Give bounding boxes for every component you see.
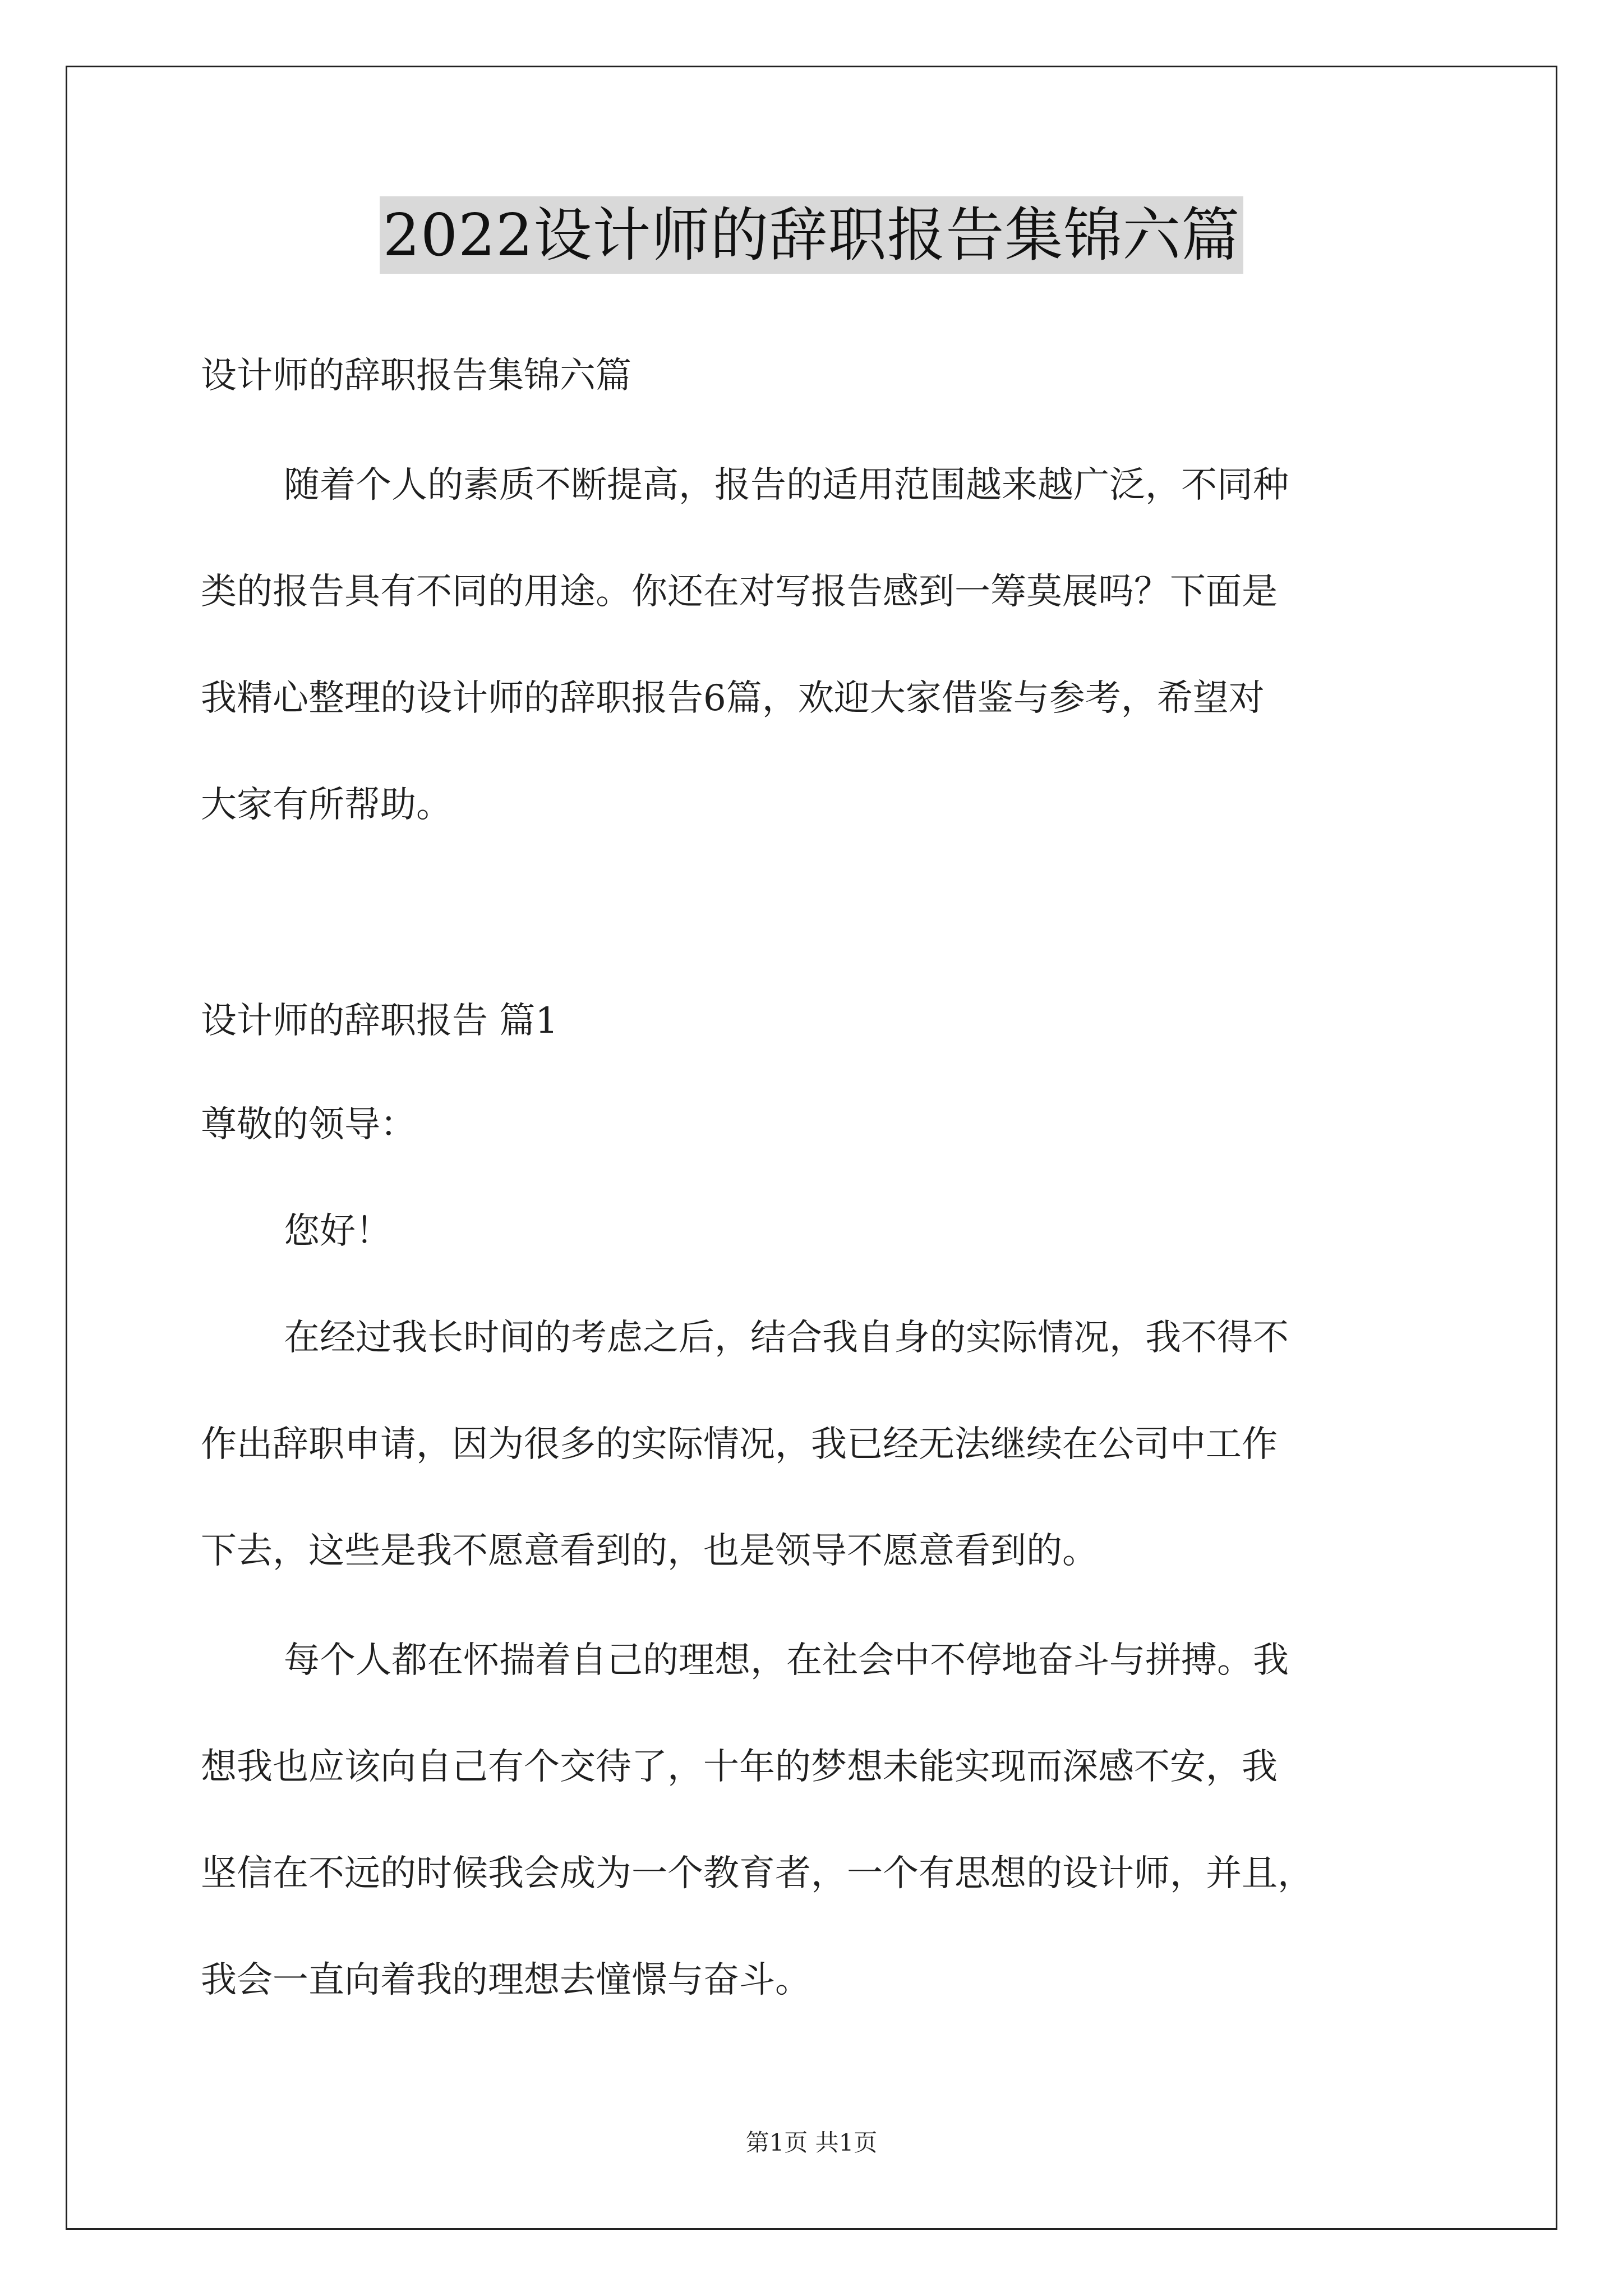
intro-line-4: 大家有所帮助。 <box>201 784 452 826</box>
paragraph-1-line-3: 下去，这些是我不愿意看到的，也是领导不愿意看到的。 <box>201 1530 1098 1572</box>
document-title: 2022设计师的辞职报告集锦六篇 <box>380 196 1244 274</box>
page-footer: 第1页 共1页 <box>745 2129 878 2156</box>
document-subtitle: 设计师的辞职报告集锦六篇 <box>201 355 631 397</box>
paragraph-2-line-1: 每个人都在怀揣着自己的理想，在社会中不停地奋斗与拼搏。我 <box>284 1640 1289 1681</box>
greeting: 您好！ <box>284 1211 391 1252</box>
title-container <box>0 196 1623 274</box>
paragraph-2-line-3: 坚信在不远的时候我会成为一个教育者，一个有思想的设计师，并且， <box>201 1853 1313 1894</box>
section-heading: 设计师的辞职报告 篇1 <box>201 1000 559 1042</box>
paragraph-1-line-2: 作出辞职申请，因为很多的实际情况，我已经无法继续在公司中工作 <box>201 1424 1278 1465</box>
intro-line-1: 随着个人的素质不断提高，报告的适用范围越来越广泛，不同种 <box>284 464 1289 506</box>
paragraph-2-line-2: 想我也应该向自己有个交待了，十年的梦想未能实现而深感不安，我 <box>201 1746 1278 1788</box>
salutation: 尊敬的领导： <box>201 1104 416 1145</box>
paragraph-2-line-4: 我会一直向着我的理想去憧憬与奋斗。 <box>201 1959 811 2001</box>
intro-line-2: 类的报告具有不同的用途。你还在对写报告感到一筹莫展吗？下面是 <box>201 571 1278 613</box>
intro-line-3: 我精心整理的设计师的辞职报告6篇，欢迎大家借鉴与参考，希望对 <box>201 678 1265 719</box>
paragraph-1-line-1: 在经过我长时间的考虑之后，结合我自身的实际情况，我不得不 <box>284 1317 1289 1359</box>
